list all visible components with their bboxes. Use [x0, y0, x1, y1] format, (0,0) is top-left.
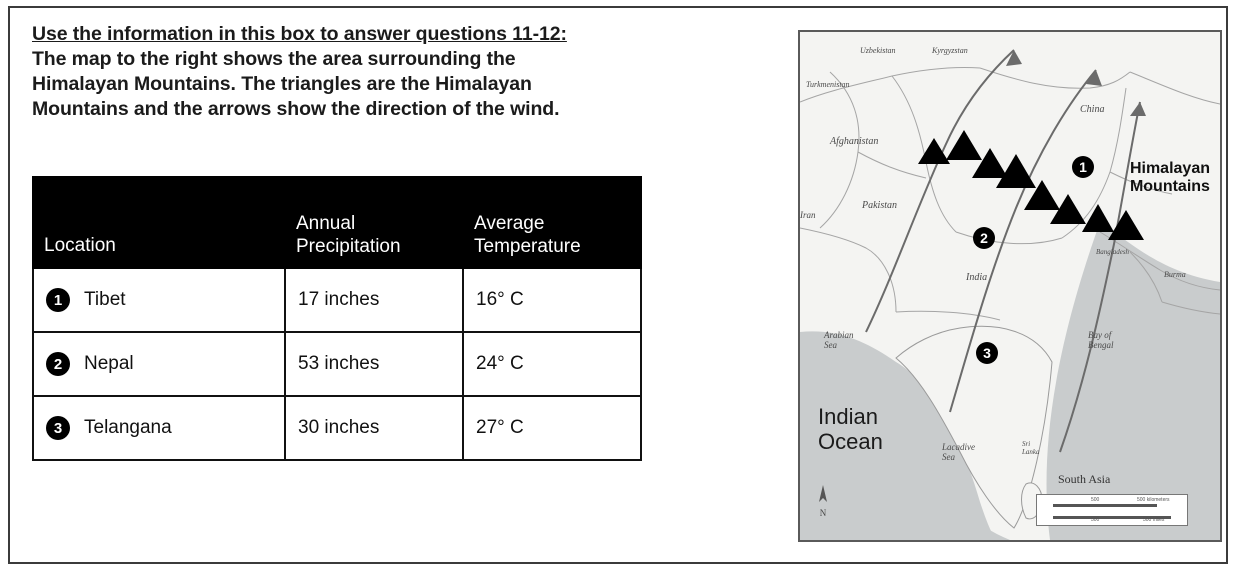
- location-badge-3: 3: [46, 416, 70, 440]
- label-himalayan-line1: Himalayan: [1129, 160, 1210, 177]
- scale-km-unit: 500 kilometers: [1137, 497, 1170, 503]
- compass-label: N: [819, 508, 827, 518]
- location-name-3: Telangana: [84, 417, 172, 438]
- cell-temperature: 27° C: [463, 396, 641, 460]
- prompt-heading: Use the information in this box to answer questions 11-12:: [32, 23, 567, 45]
- map-title: South Asia: [1058, 472, 1111, 486]
- question-box: [8, 6, 1228, 564]
- map-scale-bar: [1036, 494, 1188, 526]
- label-indian-ocean-line2: Ocean: [818, 429, 883, 454]
- label-kyrgyzstan: Kyrgyzstan: [932, 46, 968, 55]
- cell-precipitation: 30 inches: [285, 396, 463, 460]
- label-indian-ocean: [818, 404, 883, 454]
- column-header-temperature: [463, 177, 641, 268]
- label-turkmenistan: Turkmenistan: [806, 80, 850, 89]
- table-header: [33, 177, 641, 268]
- label-arabian-sea: [824, 330, 854, 350]
- table-row: [33, 332, 641, 396]
- scale-bar-km-line: [1053, 504, 1157, 507]
- label-uzbekistan: Uzbekistan: [860, 46, 896, 55]
- label-china: China: [1080, 104, 1105, 115]
- label-pakistan: Pakistan: [862, 200, 897, 211]
- climate-data-table: [32, 176, 642, 461]
- compass-arrow-icon: [814, 484, 832, 506]
- scale-mi-value: 500: [1091, 517, 1100, 523]
- scale-mi-unit: 500 miles: [1143, 517, 1165, 523]
- map-graphic: [800, 32, 1220, 540]
- column-header-precipitation-line1: Annual: [296, 213, 356, 234]
- cell-location: [33, 396, 285, 460]
- prompt-line-2: The map to the right shows the area surrounding the: [32, 48, 516, 70]
- label-afghanistan: Afghanistan: [830, 136, 879, 147]
- location-name-2: Nepal: [84, 353, 134, 374]
- label-iran: Iran: [800, 210, 816, 220]
- label-bay-of-bengal-line1: Bay of: [1088, 330, 1112, 340]
- label-burma: Burma: [1164, 270, 1186, 279]
- prompt-line-3: Himalayan Mountains. The triangles are the Himalayan: [32, 73, 532, 95]
- table-body: [33, 268, 641, 460]
- location-badge-1: 1: [46, 288, 70, 312]
- column-header-precipitation: [285, 177, 463, 268]
- map-badge-1: 1: [1072, 156, 1094, 178]
- label-arabian-sea-line2: Sea: [824, 340, 837, 350]
- label-lacadive-sea-line2: Sea: [942, 452, 955, 462]
- table-header-row: [33, 177, 641, 268]
- cell-temperature: 24° C: [463, 332, 641, 396]
- label-sri-lanka-line1: Sri: [1022, 440, 1031, 448]
- label-india: India: [966, 272, 988, 283]
- column-header-temperature-line2: Temperature: [474, 236, 581, 257]
- label-bay-of-bengal-line2: Bengal: [1088, 340, 1114, 350]
- prompt-line-4: Mountains and the arrows show the direction of the wind.: [32, 98, 560, 120]
- label-bangladesh: Bangladesh: [1096, 248, 1130, 256]
- scale-km-value: 500: [1091, 497, 1100, 503]
- label-bay-of-bengal: [1088, 330, 1114, 350]
- label-himalayan-mountains: [1130, 160, 1210, 196]
- label-arabian-sea-line1: Arabian: [824, 330, 854, 340]
- column-header-temperature-line1: Average: [474, 213, 545, 234]
- cell-location: [33, 332, 285, 396]
- table-row: [33, 396, 641, 460]
- cell-location: [33, 268, 285, 332]
- label-himalayan-line2: Mountains: [1129, 178, 1210, 195]
- location-badge-2: 2: [46, 352, 70, 376]
- location-name-1: Tibet: [84, 289, 126, 310]
- label-sri-lanka: [1022, 440, 1040, 456]
- column-header-precipitation-line2: Precipitation: [296, 236, 401, 257]
- table-row: [33, 268, 641, 332]
- map-badge-2: 2: [973, 227, 995, 249]
- label-lacadive-sea: [942, 442, 975, 462]
- south-asia-map: [798, 30, 1222, 542]
- prompt-block: [32, 22, 652, 122]
- map-badge-3: 3: [976, 342, 998, 364]
- cell-temperature: 16° C: [463, 268, 641, 332]
- cell-precipitation: 17 inches: [285, 268, 463, 332]
- label-lacadive-sea-line1: Lacadive: [942, 442, 975, 452]
- column-header-location: Location: [33, 177, 285, 268]
- compass-rose-icon: [814, 484, 832, 518]
- label-indian-ocean-line1: Indian: [818, 404, 878, 429]
- label-sri-lanka-line2: Lanka: [1022, 448, 1040, 456]
- cell-precipitation: 53 inches: [285, 332, 463, 396]
